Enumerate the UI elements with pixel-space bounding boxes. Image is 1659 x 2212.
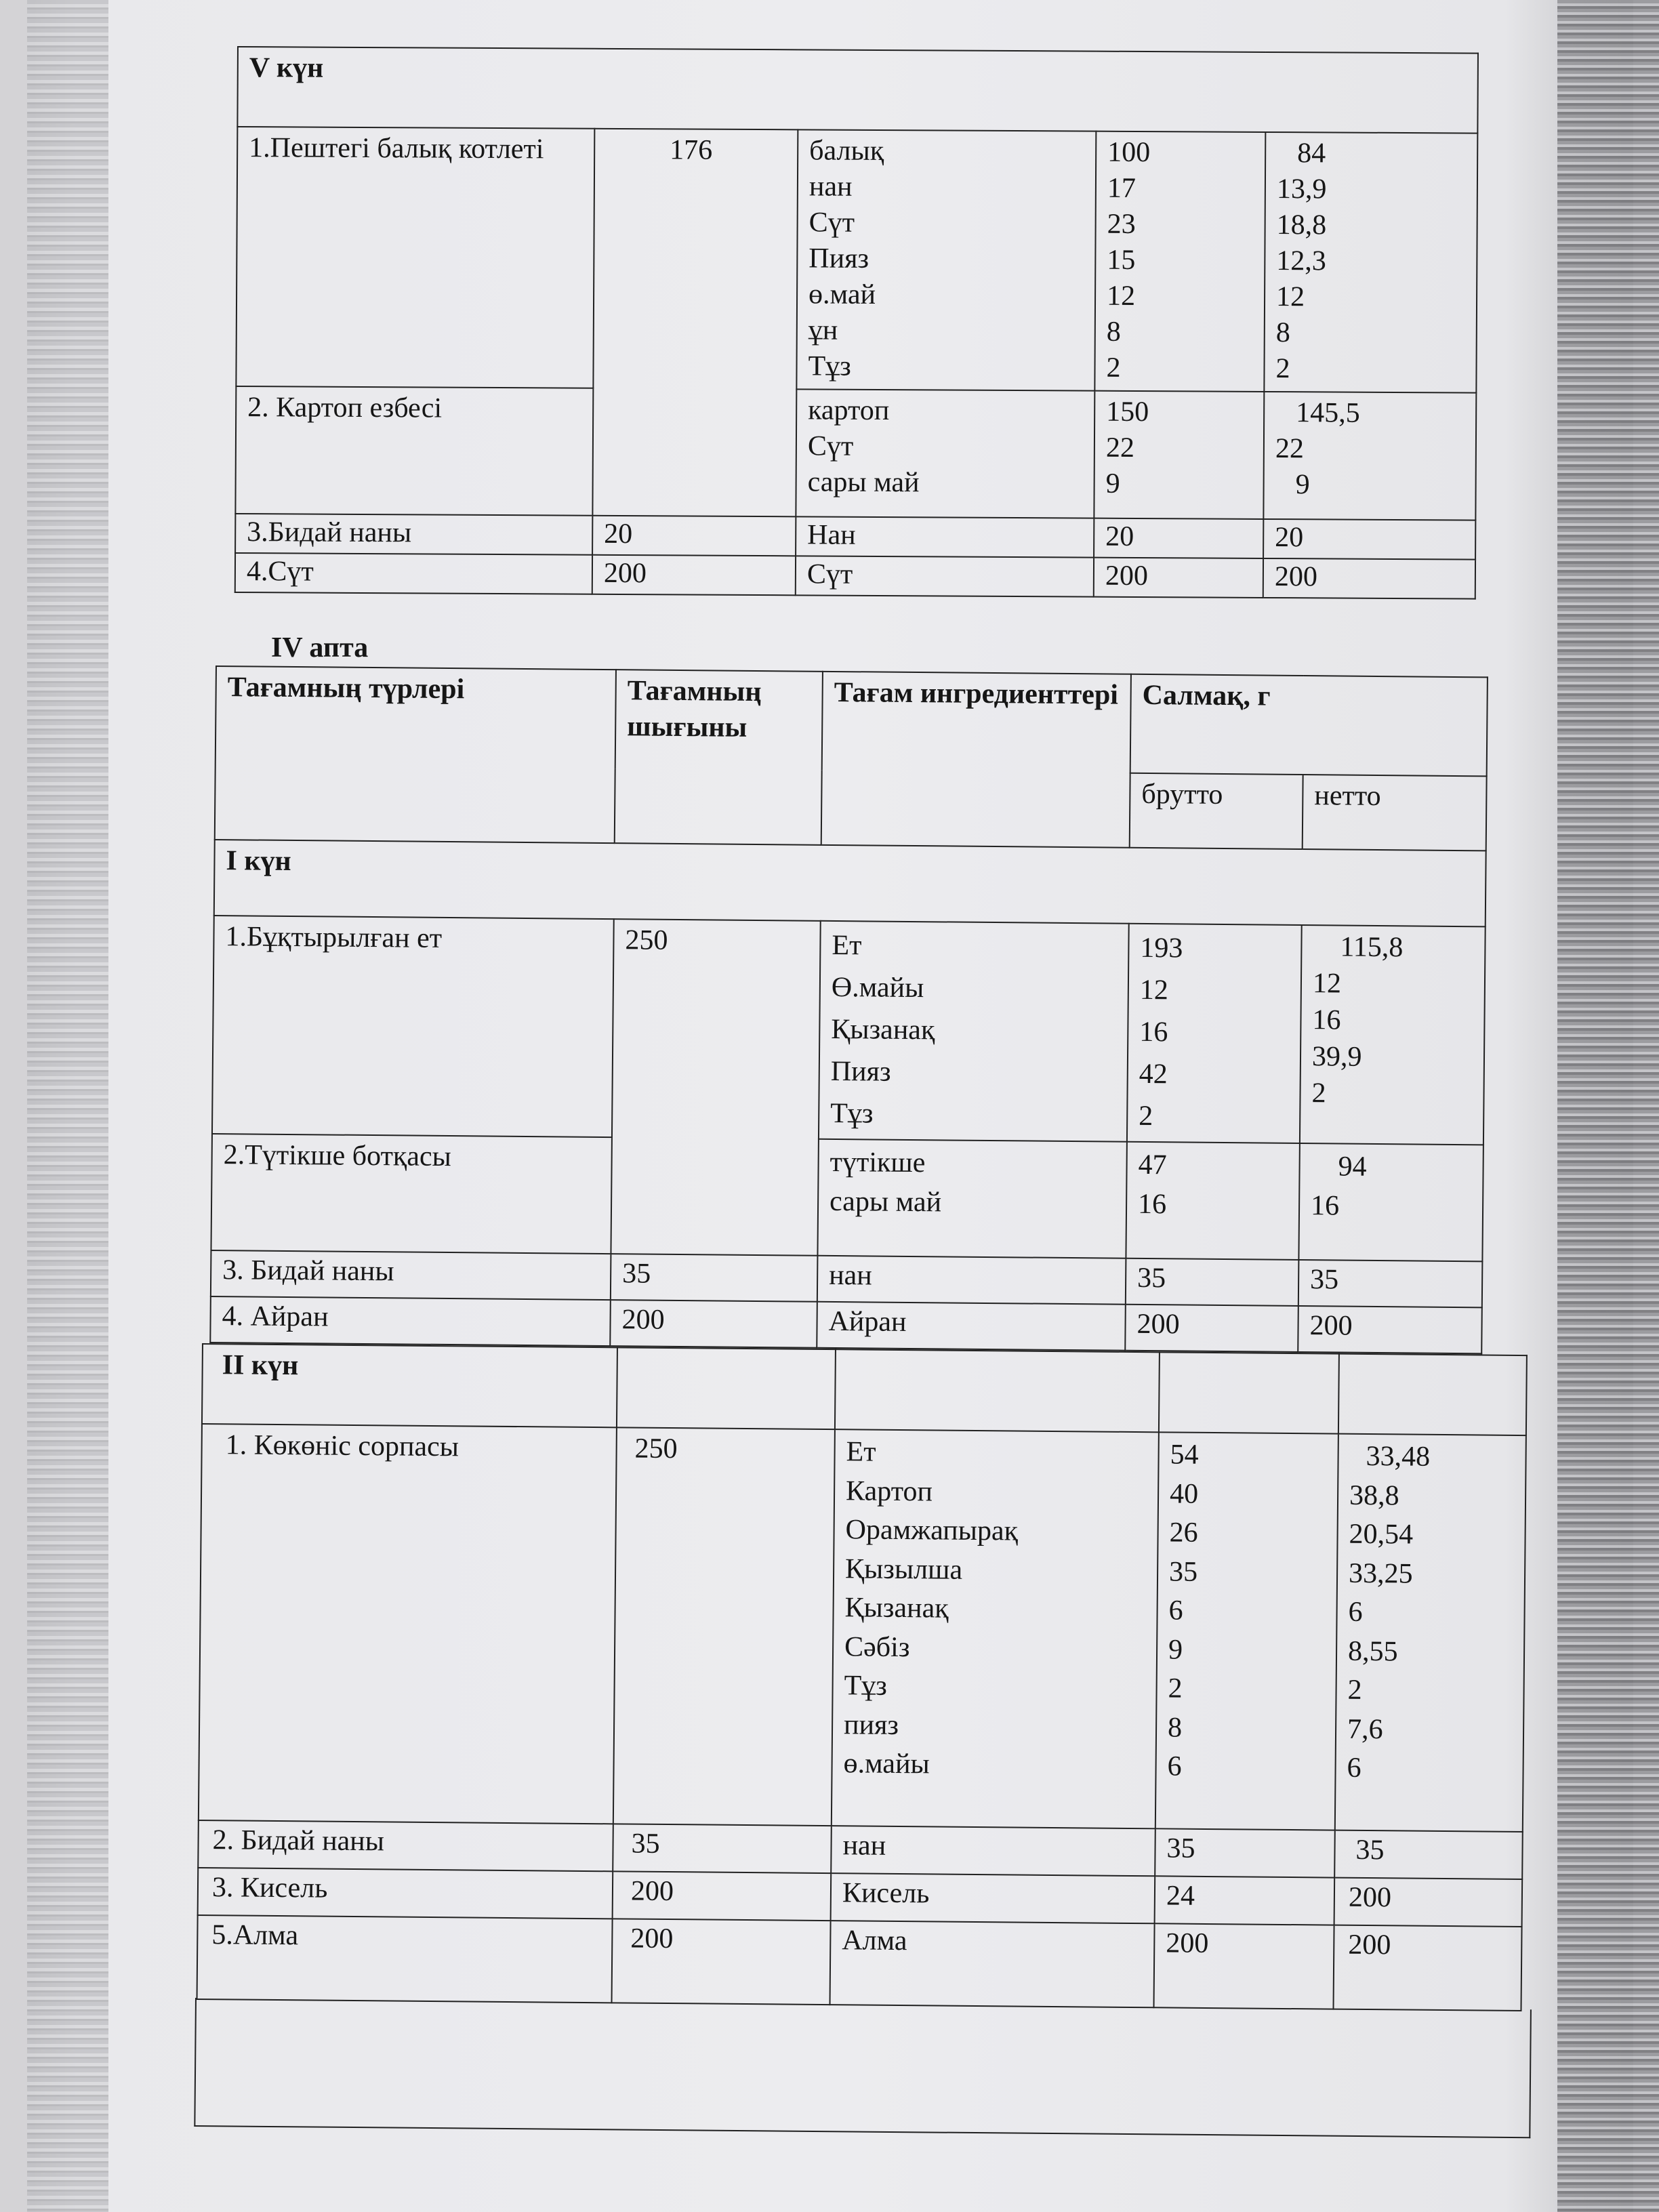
netto-value: 16 [1310, 1190, 1340, 1222]
ingredient: Айран [828, 1305, 907, 1338]
week4-day1-table [209, 665, 1488, 1354]
ingredient: Қызылша [844, 1553, 963, 1586]
ingredient: Алма [842, 1925, 907, 1957]
netto-value: 8,55 [1347, 1635, 1398, 1667]
netto-value: 16 [1312, 1004, 1341, 1036]
empty-table-footer [194, 1998, 1532, 2138]
ingredient: Картоп [845, 1475, 933, 1507]
netto-value: 20 [1275, 522, 1304, 554]
netto-value: 6 [1348, 1596, 1363, 1628]
brutto-value: 9 [1168, 1633, 1183, 1666]
header-ingredients: Тағам ингредиенттері [834, 676, 1119, 711]
brutto-value: 150 [1106, 396, 1149, 428]
ingredient: Қызанақ [831, 1013, 935, 1046]
dish-name: 4.Сүт [246, 556, 314, 588]
netto-value: 12 [1312, 968, 1342, 1000]
table-row [236, 127, 1477, 393]
netto-value: 12,3 [1276, 245, 1326, 277]
brutto-value: 23 [1107, 208, 1136, 240]
ingredient: Кисель [842, 1877, 930, 1910]
dish-portion: 200 [630, 1923, 674, 1955]
table-row [199, 1424, 1526, 1832]
table-row [235, 514, 1475, 560]
brutto-value: 2 [1168, 1673, 1183, 1704]
brutto-value: 100 [1107, 136, 1151, 169]
brutto-value: 42 [1139, 1058, 1168, 1090]
brutto-value: 200 [1105, 560, 1149, 592]
brutto-value: 8 [1167, 1711, 1183, 1744]
day-header-row [214, 840, 1486, 926]
dish-portion: 20 [604, 518, 633, 550]
day-header-row [202, 1344, 1527, 1435]
table-row [197, 1915, 1522, 2011]
brutto-value: 47 [1138, 1149, 1167, 1181]
netto-value: 8 [1275, 317, 1290, 349]
brutto-value: 6 [1167, 1750, 1182, 1782]
header-weight: Салмақ, г [1142, 679, 1271, 712]
brutto-value: 54 [1170, 1439, 1199, 1471]
ingredient: картоп [808, 394, 890, 427]
netto-value: 200 [1348, 1881, 1392, 1914]
dish-name: 1.Пештегі балық котлеті [249, 132, 544, 165]
dish-name: 3. Бидай наны [222, 1254, 394, 1288]
scan-edge-left [27, 0, 108, 2212]
netto-value: 2 [1275, 353, 1290, 385]
ingredient: ұн [808, 314, 838, 346]
netto-value: 33,48 [1366, 1440, 1431, 1473]
netto-value: 18,8 [1276, 209, 1327, 241]
ingredient: Сүт [807, 430, 854, 462]
day-header-row [237, 47, 1478, 134]
dish-portion: 35 [631, 1828, 660, 1860]
header-netto: нетто [1314, 780, 1381, 813]
brutto-value: 8 [1106, 316, 1121, 348]
dish-name: 3.Бидай наны [247, 516, 412, 549]
netto-value: 200 [1348, 1929, 1391, 1961]
day-label: II күн [222, 1349, 299, 1382]
dish-portion: 200 [630, 1875, 674, 1908]
netto-value: 13,9 [1276, 173, 1327, 205]
dish-portion: 200 [603, 557, 647, 590]
week4-day2-table [197, 1343, 1528, 2011]
ingredient: Тұз [830, 1097, 874, 1130]
ingredient: Ет [846, 1436, 876, 1468]
ingredient: нан [842, 1830, 886, 1862]
ingredient: Сәбіз [844, 1631, 910, 1663]
ingredient: түтікше [830, 1146, 926, 1179]
header-portion: Тағамның шығыны [627, 675, 762, 743]
table-row [212, 916, 1486, 1145]
header-row [216, 666, 1488, 776]
brutto-value: 16 [1137, 1188, 1167, 1221]
brutto-value: 17 [1107, 172, 1136, 204]
netto-value: 6 [1347, 1752, 1361, 1784]
dish-name: 5.Алма [211, 1919, 299, 1952]
netto-value: 20,54 [1349, 1518, 1414, 1551]
header-brutto: брутто [1141, 778, 1223, 811]
brutto-value: 40 [1169, 1477, 1199, 1510]
netto-value: 2 [1347, 1674, 1362, 1706]
dish-name: 1. Көкөніс сорпасы [225, 1429, 459, 1463]
ingredient: Орамжапырақ [845, 1514, 1019, 1547]
brutto-value: 15 [1107, 244, 1136, 276]
netto-value: 94 [1338, 1151, 1367, 1183]
ingredient: Нан [807, 519, 856, 551]
ingredient: Сүт [806, 558, 853, 590]
dish-name: 2. Картоп езбесі [247, 392, 443, 424]
brutto-value: 9 [1105, 468, 1120, 499]
netto-value: 12 [1275, 281, 1305, 313]
brutto-value: 200 [1166, 1927, 1209, 1959]
netto-value: 35 [1309, 1264, 1339, 1296]
dish-name: 2. Бидай наны [212, 1824, 385, 1858]
brutto-value: 24 [1166, 1880, 1195, 1912]
dish-portion: 250 [634, 1433, 678, 1465]
ingredient: сары май [829, 1185, 942, 1218]
netto-value: 9 [1295, 469, 1310, 501]
ingredient: балық [809, 135, 884, 167]
netto-value: 200 [1309, 1310, 1353, 1342]
netto-value: 38,8 [1349, 1479, 1399, 1511]
dish-portion: 250 [625, 924, 668, 956]
header-dish-types: Тағамның түрлері [227, 672, 465, 705]
table-row [211, 1134, 1483, 1261]
ingredient: ө.майы [843, 1748, 930, 1780]
ingredient: нан [828, 1259, 872, 1292]
ingredient: Тұз [808, 350, 851, 382]
brutto-value: 35 [1168, 1555, 1198, 1588]
brutto-value: 2 [1106, 352, 1121, 384]
netto-value: 35 [1355, 1834, 1385, 1866]
netto-value: 2 [1311, 1078, 1326, 1109]
ingredient: Пияз [808, 243, 869, 274]
brutto-value: 35 [1136, 1262, 1166, 1294]
netto-value: 115,8 [1340, 931, 1404, 964]
dish-portion: 200 [621, 1304, 665, 1336]
ingredient: Қызанақ [844, 1592, 949, 1624]
brutto-value: 35 [1166, 1832, 1195, 1864]
netto-value: 33,25 [1348, 1557, 1413, 1590]
ingredient: Пияз [830, 1055, 891, 1088]
ingredient: сары май [807, 466, 920, 499]
brutto-value: 193 [1140, 932, 1183, 964]
table-row [235, 553, 1475, 599]
dish-portion: 176 [670, 134, 713, 166]
ingredient: нан [808, 171, 853, 203]
brutto-value: 2 [1139, 1100, 1153, 1132]
dish-name: 2.Түтікше ботқасы [223, 1139, 452, 1173]
ingredient: Тұз [844, 1670, 888, 1702]
brutto-value: 22 [1105, 432, 1135, 464]
netto-value: 200 [1274, 561, 1318, 593]
day-label: V күн [249, 52, 324, 84]
dish-name: 3. Кисель [211, 1872, 328, 1904]
ingredient: Сүт [808, 207, 855, 239]
dish-portion: 35 [621, 1258, 651, 1290]
netto-value: 39,9 [1311, 1041, 1362, 1073]
day5-table [234, 46, 1479, 600]
brutto-value: 200 [1136, 1308, 1180, 1340]
brutto-value: 12 [1106, 280, 1136, 312]
brutto-value: 16 [1139, 1016, 1168, 1048]
ingredient: пияз [843, 1708, 899, 1741]
week-label: IV апта [271, 632, 369, 663]
ingredient: Ө.майы [831, 971, 924, 1004]
netto-value: 22 [1275, 433, 1305, 465]
ingredient: Ет [832, 929, 862, 962]
netto-value: 7,6 [1347, 1713, 1383, 1745]
dish-name: 4. Айран [222, 1300, 329, 1333]
table-row [235, 386, 1476, 520]
brutto-value: 6 [1168, 1595, 1183, 1626]
netto-value: 84 [1297, 138, 1326, 169]
brutto-value: 20 [1105, 520, 1134, 552]
brutto-value: 12 [1139, 974, 1169, 1006]
dish-name: 1.Бұқтырылған ет [225, 921, 443, 954]
netto-value: 145,5 [1296, 397, 1360, 429]
brutto-value: 26 [1169, 1517, 1198, 1549]
ingredient: ө.май [808, 279, 876, 310]
day-label: I күн [226, 845, 291, 877]
scan-edge-right [1557, 0, 1659, 2212]
